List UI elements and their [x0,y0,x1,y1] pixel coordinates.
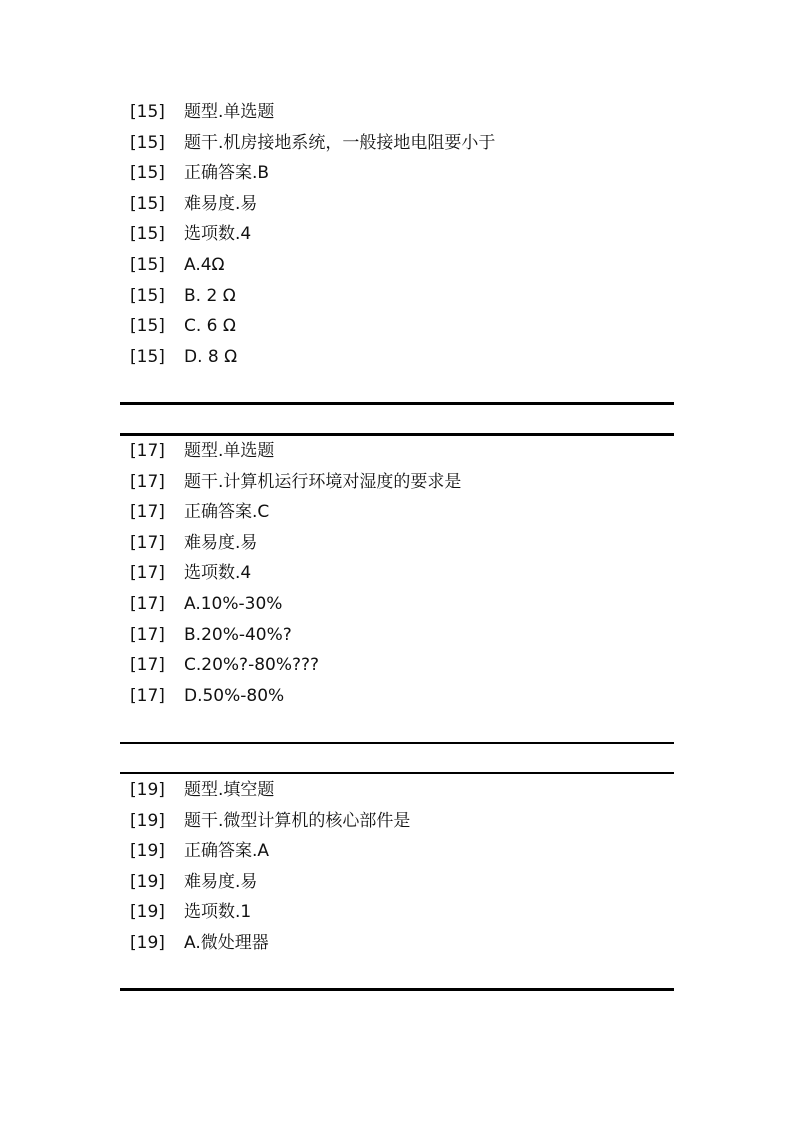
question-line [120,928,674,959]
option-a: A.4Ω [184,254,225,275]
question-line [120,806,674,837]
divider [120,402,674,405]
question-stem: 题干.微型计算机的核心部件是 [184,810,411,831]
option-c: C.20%?-80%??? [184,655,320,676]
divider [120,772,674,774]
question-number: [17] [130,655,165,676]
question-number: [17] [130,502,165,523]
question-number: [15] [130,163,165,184]
option-count: 选项数.1 [184,902,252,923]
question-line [120,681,674,712]
question-line [120,189,674,220]
question-number: [15] [130,102,165,122]
option-a: A.10%-30% [184,593,283,614]
question-block-17 [120,436,674,711]
question-type: 题型.单选题 [184,441,275,461]
question-number: [19] [130,810,165,831]
question-line [120,589,674,620]
question-line [120,311,674,342]
question-number: [15] [130,224,165,245]
question-line [120,158,674,189]
question-number: [17] [130,624,165,645]
question-number: [19] [130,841,165,862]
question-type: 题型.单选题 [184,102,275,122]
question-stem: 题干.计算机运行环境对湿度的要求是 [184,471,462,492]
difficulty: 难易度.易 [184,193,258,214]
question-line [120,528,674,559]
question-line [120,467,674,498]
question-line [120,436,674,467]
option-a: A.微处理器 [184,932,269,953]
question-line [120,867,674,898]
question-number: [15] [130,316,165,337]
question-number: [15] [130,193,165,214]
question-number: [17] [130,593,165,614]
question-number: [15] [130,285,165,306]
question-line [120,897,674,928]
question-number: [15] [130,346,165,367]
question-line [120,836,674,867]
question-line [120,497,674,528]
question-line [120,97,674,128]
question-block-15 [120,97,674,372]
correct-answer: 正确答案.C [184,502,270,523]
question-line [120,342,674,373]
question-line [120,128,674,159]
question-line [120,650,674,681]
question-stem: 题干.机房接地系统，一般接地电阻要小于 [184,132,496,153]
question-number: [17] [130,532,165,553]
question-line [120,775,674,806]
correct-answer: 正确答案.B [184,163,270,184]
question-line [120,558,674,589]
option-count: 选项数.4 [184,224,252,245]
question-number: [17] [130,441,165,461]
question-number: [19] [130,780,165,800]
correct-answer: 正确答案.A [184,841,270,862]
question-number: [19] [130,871,165,892]
question-block-19 [120,775,674,959]
divider [120,742,674,744]
option-b: B.20%-40%? [184,624,292,645]
question-line [120,250,674,281]
divider [120,988,674,991]
question-number: [15] [130,132,165,153]
question-number: [17] [130,563,165,584]
question-line [120,219,674,250]
option-c: C. 6 Ω [184,316,236,337]
question-line [120,620,674,651]
question-type: 题型.填空题 [184,780,275,800]
option-d: D.50%-80% [184,685,285,706]
question-line [120,281,674,312]
question-number: [15] [130,254,165,275]
option-count: 选项数.4 [184,563,252,584]
question-number: [17] [130,471,165,492]
question-number: [19] [130,902,165,923]
difficulty: 难易度.易 [184,871,258,892]
option-d: D. 8 Ω [184,346,238,367]
option-b: B. 2 Ω [184,285,236,306]
difficulty: 难易度.易 [184,532,258,553]
question-number: [19] [130,932,165,953]
question-number: [17] [130,685,165,706]
